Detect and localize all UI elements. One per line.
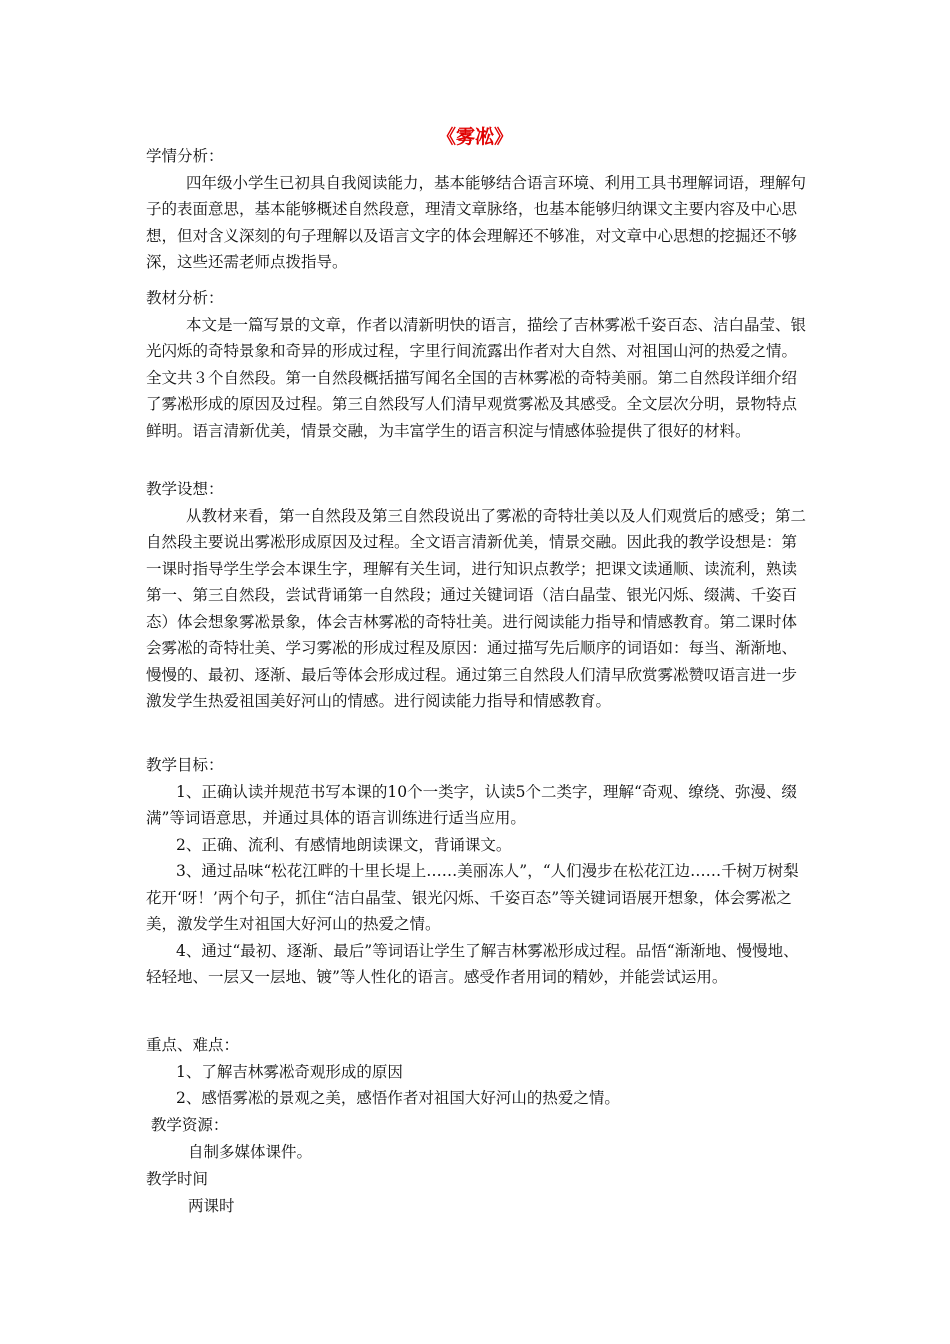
key-point-item: 2、感悟雾凇的景观之美，感悟作者对祖国大好河山的热爱之情。 <box>176 1089 620 1107</box>
section-heading: 教学资源： <box>146 1116 229 1134</box>
section-heading: 教材分析： <box>146 289 224 307</box>
section-teaching-time <box>146 1166 806 1219</box>
section-resources <box>146 1112 806 1165</box>
key-point-item: 1、了解吉林雾凇奇观形成的原因 <box>176 1062 403 1081</box>
section-paragraph: 从教材来看，第一自然段及第三自然段说出了雾凇的奇特壮美以及人们观赏后的感受；第二自然段主要说出雾凇形成原因及过程。全文语言清新优美，情景交融。因此我的教学设想是：第一课时指导学生学会本课生字，理解有关生词，进行知识点教学；把课文读通顺、读流利，熟读第一、第三自然段，尝试背诵第一自然段；通过关键词语（洁白晶莹、银光闪烁、缀满、千姿百态）体会想象雾凇景象，体会吉林雾凇的奇特壮美。进行阅读能力指导和情感教育。第二课时体会雾凇的奇特壮美、学习雾凇的形成过程及原因：通过描写先后顺序的词语如：每当、渐渐地、慢慢的、最初、逐渐、最后等体会形成过程。通过第三自然段人们清早欣赏雾凇赞叹语言进一步激发学生热爱祖国美好河山的情感。进行阅读能力指导和情感教育。 <box>146 506 807 710</box>
section-paragraph: 四年级小学生已初具自我阅读能力，基本能够结合语言环境、利用工具书理解词语，理解句子的表面意思，基本能够概述自然段意，理清文章脉络，也基本能够归纳课文主要内容及中心思想，但对含义深刻的句子理解以及语言文字的体会理解还不够准，对文章中心思想的挖掘还不够深，这些还需老师点拨指导。 <box>146 173 807 271</box>
goal-item: 4、通过“最初、逐渐、最后”等词语让学生了解吉林雾凇形成过程。品悟“渐渐地、慢慢地、轻轻地、一层又一层地、镀”等人性化的语言。感受作者用词的精妙，并能尝试运用。 <box>146 941 799 986</box>
section-textbook-analysis <box>146 285 806 444</box>
goal-item: 1、正确认读并规范书写本课的10个一类字，认读5个二类字，理解“奇观、缭绕、弥漫、缀满”等词语意思，并通过具体的语言训练进行适当应用。 <box>146 782 797 827</box>
section-heading: 学情分析： <box>146 147 224 165</box>
section-key-points <box>146 1032 806 1112</box>
section-heading: 重点、难点： <box>146 1036 240 1054</box>
document-title: 《雾凇》 <box>436 126 513 148</box>
section-heading: 教学设想： <box>146 480 224 498</box>
section-paragraph: 本文是一篇写景的文章，作者以清新明快的语言，描绘了吉林雾凇千姿百态、洁白晶莹、银光闪烁的奇特景象和奇异的形成过程，字里行间流露出作者对大自然、对祖国山河的热爱之情。全文共３个自然段。第一自然段概括描写闻名全国的吉林雾凇的奇特美丽。第二自然段详细介绍了雾凇形成的原因及过程。第三自然段写人们清早观赏雾凇及其感受。全文层次分明，景物特点鲜明。语言清新优美，情景交融，为丰富学生的语言积淀与情感体验提供了很好的材料。 <box>146 315 807 440</box>
goal-item: 2、正确、流利、有感情地朗读课文，背诵课文。 <box>176 835 512 854</box>
section-paragraph: 自制多媒体课件。 <box>188 1142 313 1161</box>
section-student-analysis <box>146 143 806 276</box>
goal-item: 3、通过品味“松花江畔的十里长堤上……美丽冻人”，“人们漫步在松花江边……千树万树梨花开‘呀！’两个句子，抓住“洁白晶莹、银光闪烁、千姿百态”等关键词语展开想象，体会雾凇之美，激发学生对祖国大好河山的热爱之情。 <box>146 862 799 933</box>
section-teaching-concept <box>146 476 806 715</box>
section-teaching-goals <box>146 752 806 991</box>
section-paragraph: 两课时 <box>188 1196 235 1215</box>
section-heading: 教学时间 <box>146 1170 209 1188</box>
section-heading: 教学目标： <box>146 756 224 774</box>
